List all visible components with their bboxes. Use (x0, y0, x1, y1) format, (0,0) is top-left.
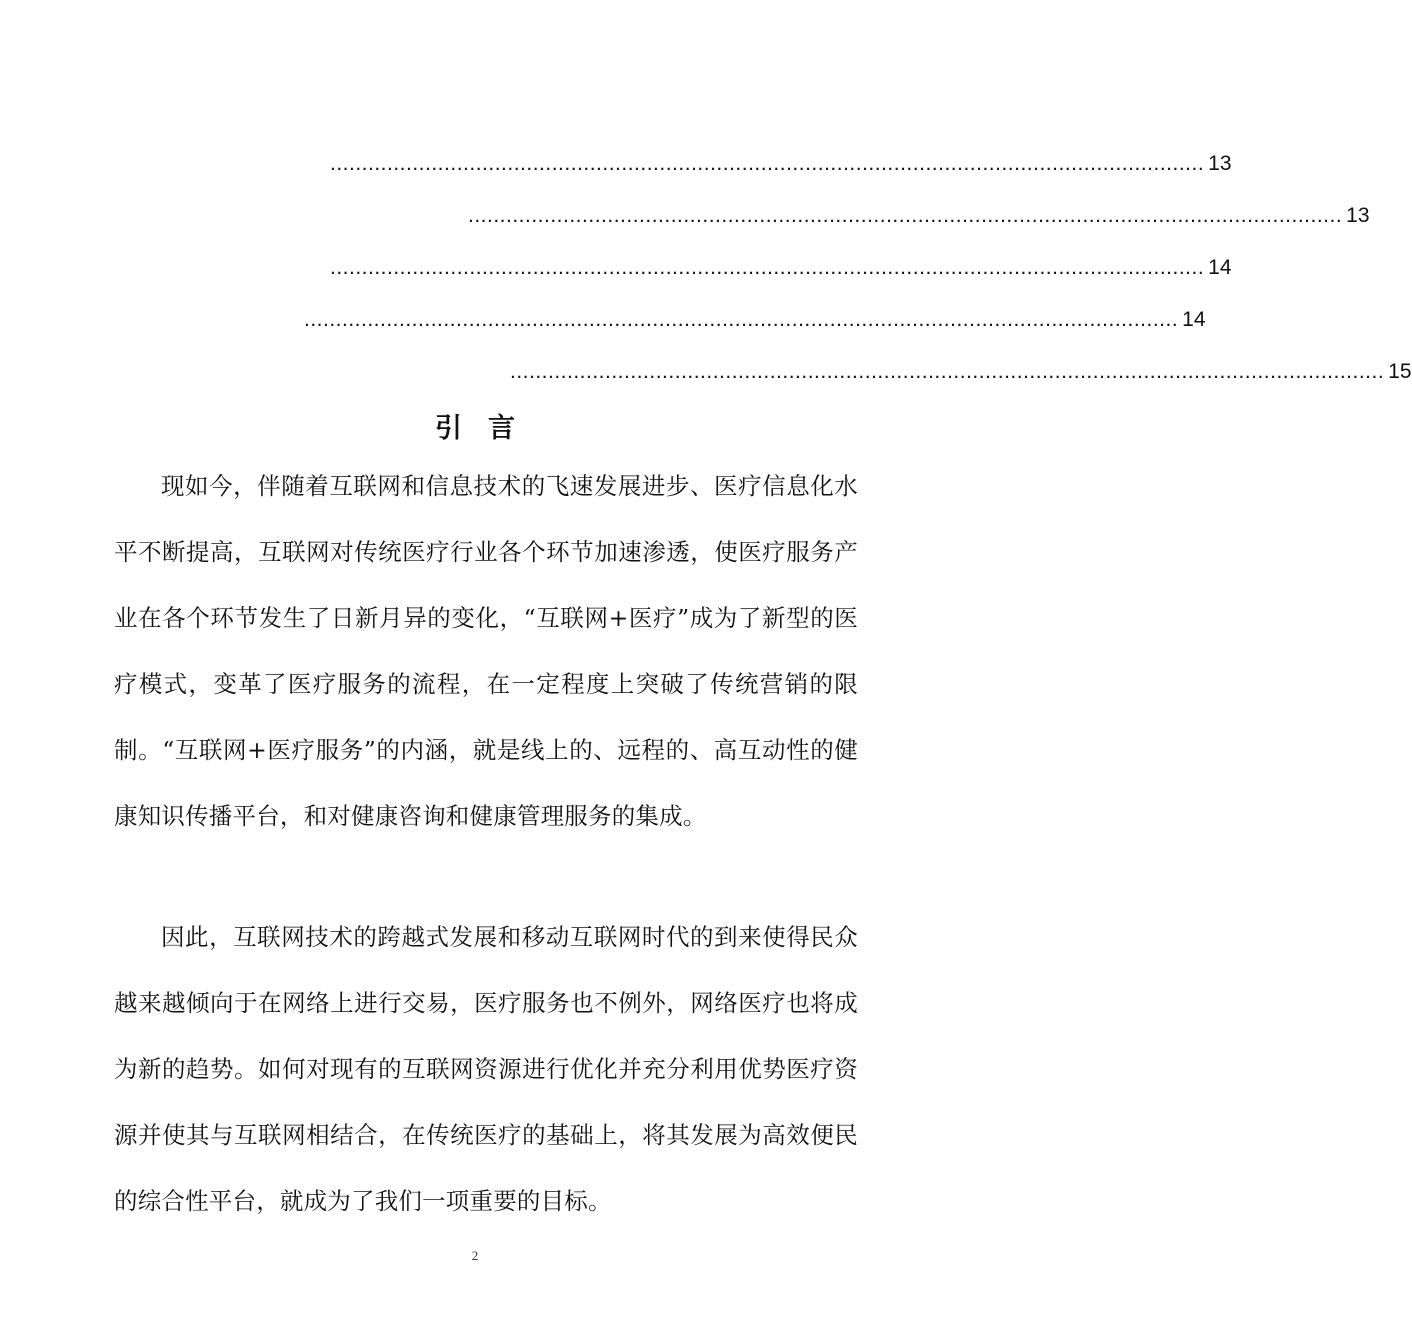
toc-line-3 (330, 254, 1232, 282)
toc-leader-dots: .......................................................................................................................................... (468, 204, 1343, 227)
toc-page-number: 15 (1388, 360, 1412, 383)
toc-line-4 (304, 306, 1206, 334)
toc-line-5 (510, 358, 1412, 386)
toc-line-2 (468, 202, 1370, 230)
toc-page-number: 13 (1208, 152, 1232, 175)
body-paragraph-2: 因此，互联网技术的跨越式发展和移动互联网时代的到来使得民众越来越倾向于在网络上进行交易，医疗服务也不例外，网络医疗也将成为新的趋势。如何对现有的互联网资源进行优化并充分利用优势医疗资源并使其与互联网相结合，在传统医疗的基础上，将其发展为高效便民的综合性平台，就成为了我们一项重要的目标。 (114, 923, 858, 1215)
toc-leader-dots: .......................................................................................................................................... (510, 360, 1385, 383)
toc-page-number: 13 (1346, 204, 1370, 227)
toc-leader-dots: .......................................................................................................................................... (330, 152, 1205, 175)
toc-page-number: 14 (1208, 256, 1232, 279)
toc-page-number: 14 (1182, 308, 1206, 331)
toc-leader-dots: .......................................................................................................................................... (330, 256, 1205, 279)
section-heading: 引言 (435, 413, 541, 444)
toc-leader-dots: .......................................................................................................................................... (304, 308, 1179, 331)
toc-line-1 (330, 150, 1232, 178)
page-number: 2 (471, 1248, 479, 1263)
body-paragraph-1: 现如今，伴随着互联网和信息技术的飞速发展进步、医疗信息化水平不断提高，互联网对传统医疗行业各个环节加速渗透，使医疗服务产业在各个环节发生了日新月异的变化，“互联网+医疗”成为了新型的医疗模式，变革了医疗服务的流程，在一定程度上突破了传统营销的限制。“互联网+医疗服务”的内涵，就是线上的、远程的、高互动性的健康知识传播平台，和对健康咨询和健康管理服务的集成。 (114, 472, 858, 830)
